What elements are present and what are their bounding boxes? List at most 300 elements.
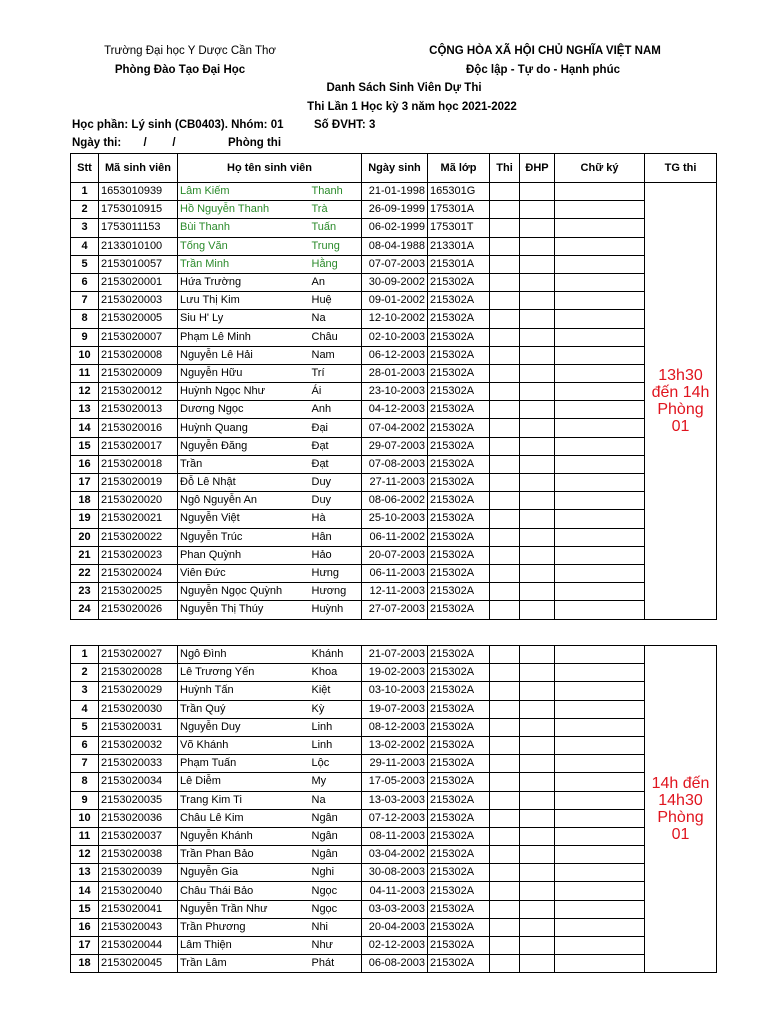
row-class: 175301A [428, 201, 490, 219]
row-given-name: Kỳ [310, 700, 362, 718]
row-family-name: Huỳnh Quang [178, 419, 310, 437]
row-signature-cell [555, 346, 645, 364]
row-dob: 04-12-2003 [362, 401, 428, 419]
row-dhp-cell [520, 237, 555, 255]
row-dhp-cell [520, 718, 555, 736]
row-dhp-cell [520, 900, 555, 918]
row-family-name: Châu Thái Bảo [178, 882, 310, 900]
row-dob: 20-07-2003 [362, 546, 428, 564]
row-stt: 11 [71, 827, 99, 845]
row-class: 215302A [428, 492, 490, 510]
row-class: 215302A [428, 900, 490, 918]
row-student-id: 2153020019 [99, 474, 178, 492]
row-signature-cell [555, 292, 645, 310]
row-student-id: 2153020001 [99, 273, 178, 291]
course-info: Học phần: Lý sinh (CB0403). Nhóm: 01 [72, 119, 284, 131]
row-dob: 30-09-2002 [362, 273, 428, 291]
row-student-id: 2153020038 [99, 846, 178, 864]
row-dob: 29-07-2003 [362, 437, 428, 455]
table-row [71, 328, 717, 346]
row-student-id: 2153020025 [99, 583, 178, 601]
row-exam-cell [490, 546, 520, 564]
row-exam-cell [490, 292, 520, 310]
row-dob: 07-07-2003 [362, 255, 428, 273]
row-exam-cell [490, 255, 520, 273]
row-class: 215302A [428, 918, 490, 936]
row-given-name: Khánh [310, 646, 362, 664]
row-dhp-cell [520, 546, 555, 564]
col-stt: Stt [71, 154, 99, 183]
row-class: 215302A [428, 809, 490, 827]
exam-time-slot: 13h30 đến 14h Phòng 01 [645, 183, 717, 620]
table-row [71, 310, 717, 328]
row-student-id: 2153020033 [99, 755, 178, 773]
row-dhp-cell [520, 601, 555, 619]
table-row [71, 183, 717, 201]
table-row [71, 364, 717, 382]
row-signature-cell [555, 937, 645, 955]
row-exam-cell [490, 583, 520, 601]
row-dhp-cell [520, 346, 555, 364]
row-dob: 06-08-2003 [362, 955, 428, 973]
row-dob: 13-02-2002 [362, 736, 428, 754]
row-given-name: Hà [310, 510, 362, 528]
row-student-id: 2153020028 [99, 664, 178, 682]
row-student-id: 2153020043 [99, 918, 178, 936]
row-stt: 8 [71, 310, 99, 328]
row-family-name: Nguyễn Đăng [178, 437, 310, 455]
row-dhp-cell [520, 474, 555, 492]
row-given-name: Châu [310, 328, 362, 346]
row-dob: 07-08-2003 [362, 455, 428, 473]
row-student-id: 2153020035 [99, 791, 178, 809]
row-class: 215302A [428, 700, 490, 718]
row-stt: 16 [71, 455, 99, 473]
row-family-name: Nguyễn Khánh [178, 827, 310, 845]
row-signature-cell [555, 364, 645, 382]
row-exam-cell [490, 183, 520, 201]
row-dhp-cell [520, 646, 555, 664]
motto: Độc lập - Tự do - Hạnh phúc [466, 64, 620, 76]
row-given-name: Hằng [310, 255, 362, 273]
col-class: Mã lớp [428, 154, 490, 183]
row-dob: 20-04-2003 [362, 918, 428, 936]
row-class: 215302A [428, 718, 490, 736]
row-given-name: Thanh [310, 183, 362, 201]
row-dob: 29-11-2003 [362, 755, 428, 773]
row-dob: 19-02-2003 [362, 664, 428, 682]
row-dhp-cell [520, 292, 555, 310]
row-class: 165301G [428, 183, 490, 201]
row-family-name: Ngô Nguyễn An [178, 492, 310, 510]
row-stt: 1 [71, 183, 99, 201]
col-dhp: ĐHP [520, 154, 555, 183]
table-row [71, 755, 717, 773]
row-dob: 21-07-2003 [362, 646, 428, 664]
row-dob: 03-04-2002 [362, 846, 428, 864]
row-student-id: 2153020041 [99, 900, 178, 918]
row-class: 215302A [428, 437, 490, 455]
row-given-name: Ngọc [310, 900, 362, 918]
row-student-id: 2153020024 [99, 564, 178, 582]
row-given-name: Khoa [310, 664, 362, 682]
table-row [71, 583, 717, 601]
row-stt: 5 [71, 718, 99, 736]
col-student-id: Mã sinh viên [99, 154, 178, 183]
row-signature-cell [555, 955, 645, 973]
row-class: 215302A [428, 455, 490, 473]
row-given-name: Trí [310, 364, 362, 382]
row-dob: 09-01-2002 [362, 292, 428, 310]
row-signature-cell [555, 401, 645, 419]
row-given-name: Trà [310, 201, 362, 219]
row-exam-cell [490, 846, 520, 864]
document-subtitle: Thi Lần 1 Học kỳ 3 năm học 2021-2022 [307, 101, 517, 113]
table-row [71, 646, 717, 664]
student-table-group-2 [70, 645, 717, 973]
row-given-name: Hân [310, 528, 362, 546]
row-signature-cell [555, 664, 645, 682]
row-exam-cell [490, 273, 520, 291]
row-student-id: 2153020012 [99, 383, 178, 401]
row-exam-cell [490, 827, 520, 845]
row-stt: 4 [71, 237, 99, 255]
table-row [71, 718, 717, 736]
table-row [71, 918, 717, 936]
row-family-name: Nguyễn Gia [178, 864, 310, 882]
row-class: 215302A [428, 564, 490, 582]
row-family-name: Tống Văn [178, 237, 310, 255]
document-title: Danh Sách Sinh Viên Dự Thi [326, 82, 482, 94]
row-class: 215302A [428, 646, 490, 664]
row-signature-cell [555, 809, 645, 827]
row-stt: 24 [71, 601, 99, 619]
row-dob: 07-04-2002 [362, 419, 428, 437]
table-row [71, 827, 717, 845]
row-signature-cell [555, 528, 645, 546]
row-stt: 10 [71, 809, 99, 827]
row-family-name: Trần Minh [178, 255, 310, 273]
row-class: 215302A [428, 955, 490, 973]
row-class: 215301A [428, 255, 490, 273]
row-family-name: Võ Khánh [178, 736, 310, 754]
row-exam-cell [490, 773, 520, 791]
row-exam-cell [490, 237, 520, 255]
row-given-name: Ngân [310, 827, 362, 845]
row-given-name: Lộc [310, 755, 362, 773]
row-class: 215302A [428, 736, 490, 754]
row-signature-cell [555, 419, 645, 437]
row-stt: 15 [71, 900, 99, 918]
col-exam-time: TG thi [645, 154, 717, 183]
row-stt: 12 [71, 383, 99, 401]
row-signature-cell [555, 455, 645, 473]
row-stt: 12 [71, 846, 99, 864]
row-family-name: Trần Phan Bảo [178, 846, 310, 864]
col-dob: Ngày sinh [362, 154, 428, 183]
row-student-id: 2153020044 [99, 937, 178, 955]
row-dhp-cell [520, 583, 555, 601]
row-dhp-cell [520, 664, 555, 682]
col-signature: Chữ ký [555, 154, 645, 183]
row-family-name: Trần Phương [178, 918, 310, 936]
row-given-name: Đạt [310, 437, 362, 455]
row-family-name: Nguyễn Lê Hải [178, 346, 310, 364]
row-student-id: 2153020009 [99, 364, 178, 382]
row-exam-cell [490, 474, 520, 492]
row-given-name: Linh [310, 736, 362, 754]
row-dhp-cell [520, 255, 555, 273]
row-dhp-cell [520, 273, 555, 291]
row-dhp-cell [520, 791, 555, 809]
row-given-name: Ái [310, 383, 362, 401]
row-dhp-cell [520, 827, 555, 845]
row-exam-cell [490, 219, 520, 237]
row-family-name: Viên Đức [178, 564, 310, 582]
row-exam-cell [490, 937, 520, 955]
row-exam-cell [490, 700, 520, 718]
row-signature-cell [555, 646, 645, 664]
row-student-id: 2153020030 [99, 700, 178, 718]
row-student-id: 2153020045 [99, 955, 178, 973]
row-dob: 28-01-2003 [362, 364, 428, 382]
row-exam-cell [490, 601, 520, 619]
row-stt: 16 [71, 918, 99, 936]
row-student-id: 2153020034 [99, 773, 178, 791]
row-student-id: 2153020022 [99, 528, 178, 546]
row-stt: 11 [71, 364, 99, 382]
row-stt: 18 [71, 955, 99, 973]
office-name: Phòng Đào Tạo Đại Học [114, 64, 246, 76]
table-row [71, 955, 717, 973]
row-student-id: 2153020018 [99, 455, 178, 473]
row-dhp-cell [520, 364, 555, 382]
row-stt: 8 [71, 773, 99, 791]
table-row [71, 809, 717, 827]
row-class: 215302A [428, 846, 490, 864]
row-dob: 17-05-2003 [362, 773, 428, 791]
row-dhp-cell [520, 328, 555, 346]
row-student-id: 2153020036 [99, 809, 178, 827]
row-student-id: 2153020040 [99, 882, 178, 900]
row-exam-cell [490, 918, 520, 936]
row-family-name: Dương Ngọc [178, 401, 310, 419]
table-row [71, 219, 717, 237]
row-exam-cell [490, 364, 520, 382]
row-dhp-cell [520, 700, 555, 718]
table-row [71, 791, 717, 809]
row-signature-cell [555, 546, 645, 564]
row-student-id: 2153010057 [99, 255, 178, 273]
row-stt: 1 [71, 646, 99, 664]
table-row [71, 273, 717, 291]
row-stt: 9 [71, 791, 99, 809]
row-given-name: Linh [310, 718, 362, 736]
row-class: 215302A [428, 328, 490, 346]
row-stt: 17 [71, 937, 99, 955]
row-signature-cell [555, 700, 645, 718]
row-dhp-cell [520, 773, 555, 791]
row-family-name: Nguyễn Trần Như [178, 900, 310, 918]
row-dhp-cell [520, 183, 555, 201]
table-row [71, 492, 717, 510]
row-given-name: Kiệt [310, 682, 362, 700]
row-student-id: 2153020007 [99, 328, 178, 346]
row-dob: 19-07-2003 [362, 700, 428, 718]
row-exam-cell [490, 437, 520, 455]
row-family-name: Nguyễn Trúc [178, 528, 310, 546]
row-family-name: Nguyễn Ngọc Quỳnh [178, 583, 310, 601]
row-exam-cell [490, 328, 520, 346]
row-given-name: Ngân [310, 846, 362, 864]
table-row [71, 601, 717, 619]
row-exam-cell [490, 310, 520, 328]
row-given-name: Hảo [310, 546, 362, 564]
row-signature-cell [555, 682, 645, 700]
row-dhp-cell [520, 455, 555, 473]
row-exam-cell [490, 755, 520, 773]
row-exam-cell [490, 646, 520, 664]
table-row [71, 237, 717, 255]
table-row [71, 882, 717, 900]
table-row [71, 255, 717, 273]
table-row [71, 292, 717, 310]
row-family-name: Lê Diễm [178, 773, 310, 791]
row-dob: 13-03-2003 [362, 791, 428, 809]
table-row [71, 346, 717, 364]
row-dhp-cell [520, 937, 555, 955]
col-student-name: Họ tên sinh viên [178, 154, 362, 183]
row-dob: 02-10-2003 [362, 328, 428, 346]
row-signature-cell [555, 900, 645, 918]
row-family-name: Trần Quý [178, 700, 310, 718]
row-class: 215302A [428, 401, 490, 419]
row-dob: 08-11-2003 [362, 827, 428, 845]
table-row [71, 736, 717, 754]
row-stt: 2 [71, 664, 99, 682]
row-family-name: Lâm Kiếm [178, 183, 310, 201]
row-stt: 21 [71, 546, 99, 564]
row-stt: 20 [71, 528, 99, 546]
row-dhp-cell [520, 955, 555, 973]
row-signature-cell [555, 601, 645, 619]
row-given-name: Duy [310, 492, 362, 510]
row-given-name: Nghi [310, 864, 362, 882]
table-row [71, 201, 717, 219]
exam-date: Ngày thi: / / [72, 137, 176, 149]
row-class: 215302A [428, 310, 490, 328]
row-student-id: 2153020017 [99, 437, 178, 455]
row-signature-cell [555, 201, 645, 219]
row-stt: 23 [71, 583, 99, 601]
row-family-name: Lê Trương Yến [178, 664, 310, 682]
row-dhp-cell [520, 682, 555, 700]
row-dhp-cell [520, 918, 555, 936]
row-class: 215302A [428, 292, 490, 310]
row-student-id: 2153020005 [99, 310, 178, 328]
row-exam-cell [490, 564, 520, 582]
table-row [71, 510, 717, 528]
row-family-name: Siu H' Ly [178, 310, 310, 328]
row-class: 215302A [428, 664, 490, 682]
row-signature-cell [555, 827, 645, 845]
row-student-id: 2153020003 [99, 292, 178, 310]
row-signature-cell [555, 437, 645, 455]
row-exam-cell [490, 201, 520, 219]
row-dob: 08-06-2002 [362, 492, 428, 510]
row-signature-cell [555, 583, 645, 601]
row-student-id: 2153020039 [99, 864, 178, 882]
row-student-id: 2153020021 [99, 510, 178, 528]
row-family-name: Trần Lâm [178, 955, 310, 973]
row-given-name: Hương [310, 583, 362, 601]
row-given-name: Anh [310, 401, 362, 419]
nation-title: CỘNG HÒA XÃ HỘI CHỦ NGHĨA VIỆT NAM [429, 45, 661, 57]
row-student-id: 2153020008 [99, 346, 178, 364]
row-dhp-cell [520, 492, 555, 510]
row-family-name: Đỗ Lê Nhật [178, 474, 310, 492]
row-given-name: Đại [310, 419, 362, 437]
row-given-name: Duy [310, 474, 362, 492]
row-exam-cell [490, 791, 520, 809]
row-dhp-cell [520, 846, 555, 864]
row-signature-cell [555, 328, 645, 346]
row-dhp-cell [520, 310, 555, 328]
row-exam-cell [490, 401, 520, 419]
row-given-name: Như [310, 937, 362, 955]
row-class: 213301A [428, 237, 490, 255]
row-given-name: Tuấn [310, 219, 362, 237]
row-stt: 9 [71, 328, 99, 346]
table-row [71, 546, 717, 564]
row-dhp-cell [520, 809, 555, 827]
row-signature-cell [555, 237, 645, 255]
row-signature-cell [555, 564, 645, 582]
row-stt: 3 [71, 219, 99, 237]
row-family-name: Lưu Thị Kim [178, 292, 310, 310]
row-signature-cell [555, 718, 645, 736]
row-given-name: An [310, 273, 362, 291]
row-stt: 10 [71, 346, 99, 364]
row-dhp-cell [520, 528, 555, 546]
row-student-id: 2153020031 [99, 718, 178, 736]
row-family-name: Hồ Nguyễn Thanh [178, 201, 310, 219]
row-exam-cell [490, 809, 520, 827]
row-exam-cell [490, 864, 520, 882]
table-row [71, 437, 717, 455]
exam-room: Phòng thi [228, 137, 282, 149]
row-class: 215302A [428, 419, 490, 437]
row-exam-cell [490, 736, 520, 754]
row-dhp-cell [520, 755, 555, 773]
row-class: 215302A [428, 755, 490, 773]
row-stt: 6 [71, 273, 99, 291]
row-signature-cell [555, 755, 645, 773]
row-stt: 6 [71, 736, 99, 754]
col-exam: Thi [490, 154, 520, 183]
row-dob: 21-01-1998 [362, 183, 428, 201]
row-signature-cell [555, 255, 645, 273]
row-stt: 22 [71, 564, 99, 582]
row-stt: 14 [71, 419, 99, 437]
table-row [71, 700, 717, 718]
row-dob: 04-11-2003 [362, 882, 428, 900]
table-row [71, 846, 717, 864]
row-dhp-cell [520, 419, 555, 437]
row-family-name: Phạm Lê Minh [178, 328, 310, 346]
row-family-name: Nguyễn Duy [178, 718, 310, 736]
row-exam-cell [490, 718, 520, 736]
